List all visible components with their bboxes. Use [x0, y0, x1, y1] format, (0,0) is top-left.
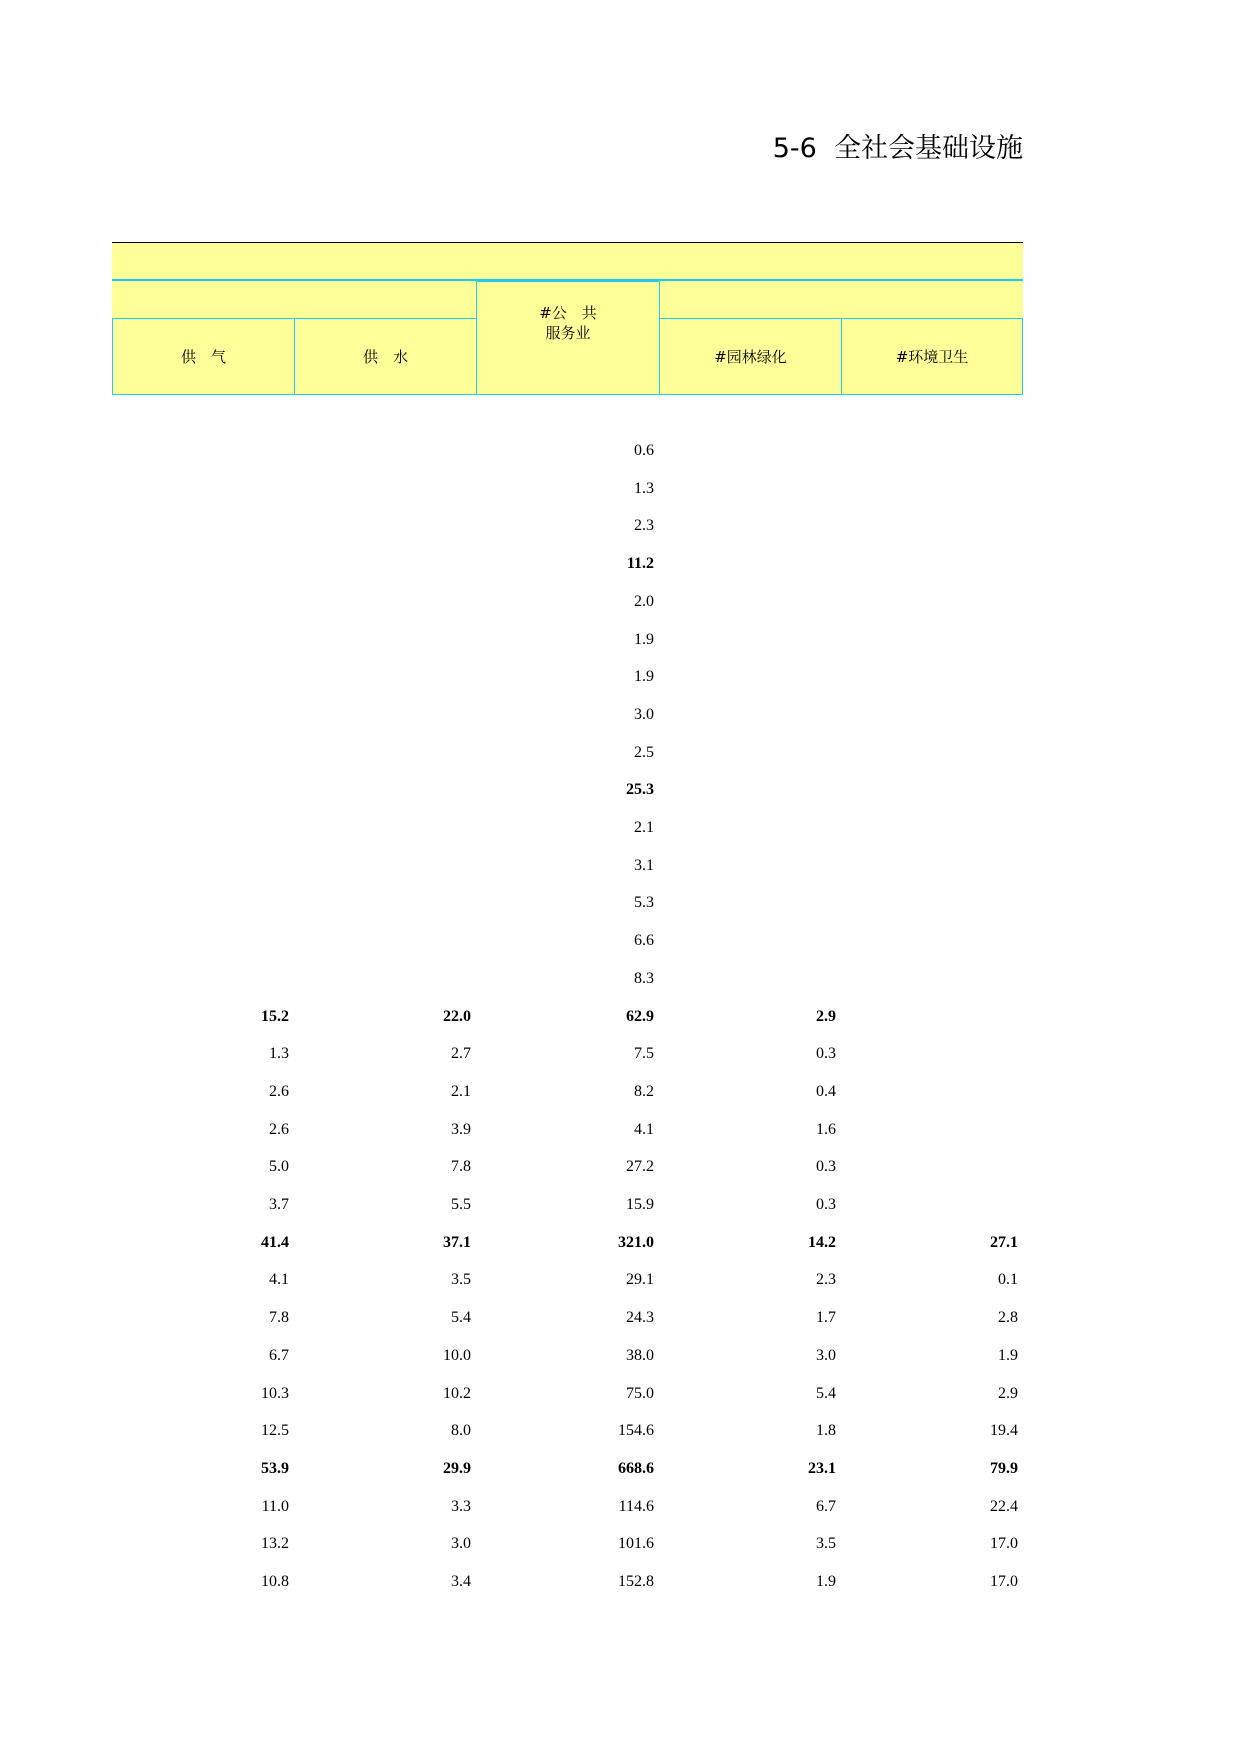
header-label: #园林绿化 [714, 347, 787, 366]
table-row [112, 1495, 1023, 1519]
table-cell: 5.4 [451, 1309, 471, 1327]
table-cell: 14.2 [808, 1233, 836, 1251]
table-cell: 10.0 [443, 1346, 471, 1364]
table-cell: 25.3 [626, 781, 654, 799]
table-cell: 17.0 [990, 1573, 1018, 1590]
table-cell: 2.8 [998, 1309, 1018, 1327]
table-row [112, 1118, 1023, 1142]
table-cell: 2.7 [451, 1045, 471, 1063]
table-cell: 11.2 [626, 555, 654, 573]
header-gas-supply [112, 318, 295, 395]
table-cell: 7.8 [451, 1158, 471, 1176]
table-cell: 2.6 [269, 1120, 289, 1138]
table-cell: 10.8 [261, 1573, 289, 1590]
table-cell: 4.1 [269, 1271, 289, 1289]
header-landscaping [659, 318, 842, 395]
table-row [112, 1005, 1023, 1029]
table-row [112, 628, 1023, 652]
table-cell: 0.4 [816, 1082, 836, 1100]
header-band-left [112, 281, 476, 319]
table-cell: 2.3 [816, 1271, 836, 1289]
table-cell: 2.6 [269, 1082, 289, 1100]
table-cell: 3.0 [634, 705, 654, 723]
table-cell: 6.7 [816, 1497, 836, 1515]
table-cell: 3.1 [634, 856, 654, 874]
table-row [112, 891, 1023, 915]
table-cell: 6.7 [269, 1346, 289, 1364]
table-cell: 1.9 [816, 1573, 836, 1590]
table-cell: 19.4 [990, 1422, 1018, 1440]
table-cell: 2.1 [634, 819, 654, 836]
table-cell: 0.6 [634, 442, 654, 459]
table-cell: 6.6 [634, 932, 654, 950]
table-cell: 37.1 [443, 1233, 471, 1251]
table-cell: 2.9 [816, 1007, 836, 1025]
table-cell: 53.9 [261, 1459, 289, 1477]
table-row [112, 1306, 1023, 1330]
table-row [112, 1532, 1023, 1556]
table-cell: 11.0 [261, 1497, 289, 1515]
table-cell: 10.2 [443, 1384, 471, 1402]
table-row [112, 1231, 1023, 1255]
page-title: 5-6 全社会基础设施 [772, 133, 1023, 164]
table-cell: 1.8 [816, 1422, 836, 1440]
table-row [112, 1419, 1023, 1443]
table-row [112, 439, 1023, 463]
table-cell: 2.3 [634, 517, 654, 535]
table-row [112, 816, 1023, 840]
header-label: 供 气 [180, 347, 226, 366]
table-cell: 1.6 [816, 1120, 836, 1138]
table-row [112, 1344, 1023, 1368]
table-cell: 3.5 [451, 1271, 471, 1289]
table-row [112, 1155, 1023, 1179]
table-cell: 101.6 [618, 1535, 654, 1553]
table-cell: 3.0 [451, 1535, 471, 1553]
table-cell: 321.0 [618, 1233, 654, 1251]
table-cell: 1.9 [998, 1346, 1018, 1364]
header-band-right [659, 281, 1023, 319]
table-cell: 0.3 [816, 1158, 836, 1176]
table-cell: 17.0 [990, 1535, 1018, 1553]
header-water-supply [294, 318, 477, 395]
table-cell: 15.9 [626, 1196, 654, 1213]
table-cell: 38.0 [626, 1346, 654, 1364]
table-cell: 2.5 [634, 743, 654, 761]
table-cell: 22.4 [990, 1497, 1018, 1515]
table-row [112, 1457, 1023, 1481]
table-cell: 668.6 [618, 1459, 654, 1477]
table-cell: 8.2 [634, 1082, 654, 1100]
table-cell: 7.5 [634, 1045, 654, 1063]
table-row [112, 1382, 1023, 1406]
table-row [112, 1080, 1023, 1104]
table-row [112, 514, 1023, 538]
table-row [112, 1193, 1023, 1217]
table-row [112, 929, 1023, 953]
table-cell: 8.0 [451, 1422, 471, 1440]
table-cell: 2.1 [451, 1082, 471, 1100]
table-cell: 3.5 [816, 1535, 836, 1553]
table-row [112, 967, 1023, 991]
table-row [112, 778, 1023, 802]
table-cell: 5.0 [269, 1158, 289, 1176]
table-row [112, 590, 1023, 614]
table-cell: 62.9 [626, 1007, 654, 1025]
table-row [112, 552, 1023, 576]
table-cell: 1.9 [634, 630, 654, 648]
table-cell: 1.3 [634, 479, 654, 497]
table-cell: 23.1 [808, 1459, 836, 1477]
table-row [112, 741, 1023, 765]
table-cell: 4.1 [634, 1120, 654, 1138]
table-row [112, 854, 1023, 878]
table-cell: 1.7 [816, 1309, 836, 1327]
table-cell: 27.2 [626, 1158, 654, 1176]
table-cell: 152.8 [618, 1573, 654, 1590]
table-cell: 0.1 [998, 1271, 1018, 1289]
table-cell: 13.2 [261, 1535, 289, 1553]
table-row [112, 1268, 1023, 1292]
table-cell: 0.3 [816, 1045, 836, 1063]
table-row [112, 1570, 1023, 1594]
table-cell: 12.5 [261, 1422, 289, 1440]
table-cell: 3.3 [451, 1497, 471, 1515]
table-cell: 10.3 [261, 1384, 289, 1402]
table-cell: 3.9 [451, 1120, 471, 1138]
table-row [112, 1042, 1023, 1066]
table-cell: 79.9 [990, 1459, 1018, 1477]
table-row [112, 665, 1023, 689]
table-cell: 29.1 [626, 1271, 654, 1289]
table-cell: 1.3 [269, 1045, 289, 1063]
table-cell: 7.8 [269, 1309, 289, 1327]
table-cell: 1.9 [634, 668, 654, 686]
header-band-top [112, 243, 1023, 281]
table-cell: 29.9 [443, 1459, 471, 1477]
table-cell: 22.0 [443, 1007, 471, 1025]
table-cell: 2.0 [634, 592, 654, 610]
table-cell: 24.3 [626, 1309, 654, 1327]
table-cell: 154.6 [618, 1422, 654, 1440]
table-row [112, 477, 1023, 501]
table-cell: 5.3 [634, 894, 654, 912]
table-cell: 15.2 [261, 1007, 289, 1025]
table-cell: 0.3 [816, 1196, 836, 1213]
header-sanitation [841, 318, 1023, 395]
table-cell: 2.9 [998, 1384, 1018, 1402]
header-label: #环境卫生 [895, 347, 969, 366]
table-cell: 3.7 [269, 1196, 289, 1213]
table-cell: 5.4 [816, 1384, 836, 1402]
header-label: 服务业 [545, 324, 591, 342]
table-row [112, 703, 1023, 727]
header-label: #公 共 [539, 304, 597, 322]
table-cell: 27.1 [990, 1233, 1018, 1251]
table-cell: 41.4 [261, 1233, 289, 1251]
header-public-services [476, 281, 660, 395]
table-cell: 3.0 [816, 1346, 836, 1364]
table-cell: 3.4 [451, 1573, 471, 1590]
table-cell: 5.5 [451, 1196, 471, 1213]
header-label: 供 水 [362, 347, 408, 366]
table-cell: 75.0 [626, 1384, 654, 1402]
table-cell: 8.3 [634, 969, 654, 987]
table-cell: 114.6 [618, 1497, 654, 1515]
